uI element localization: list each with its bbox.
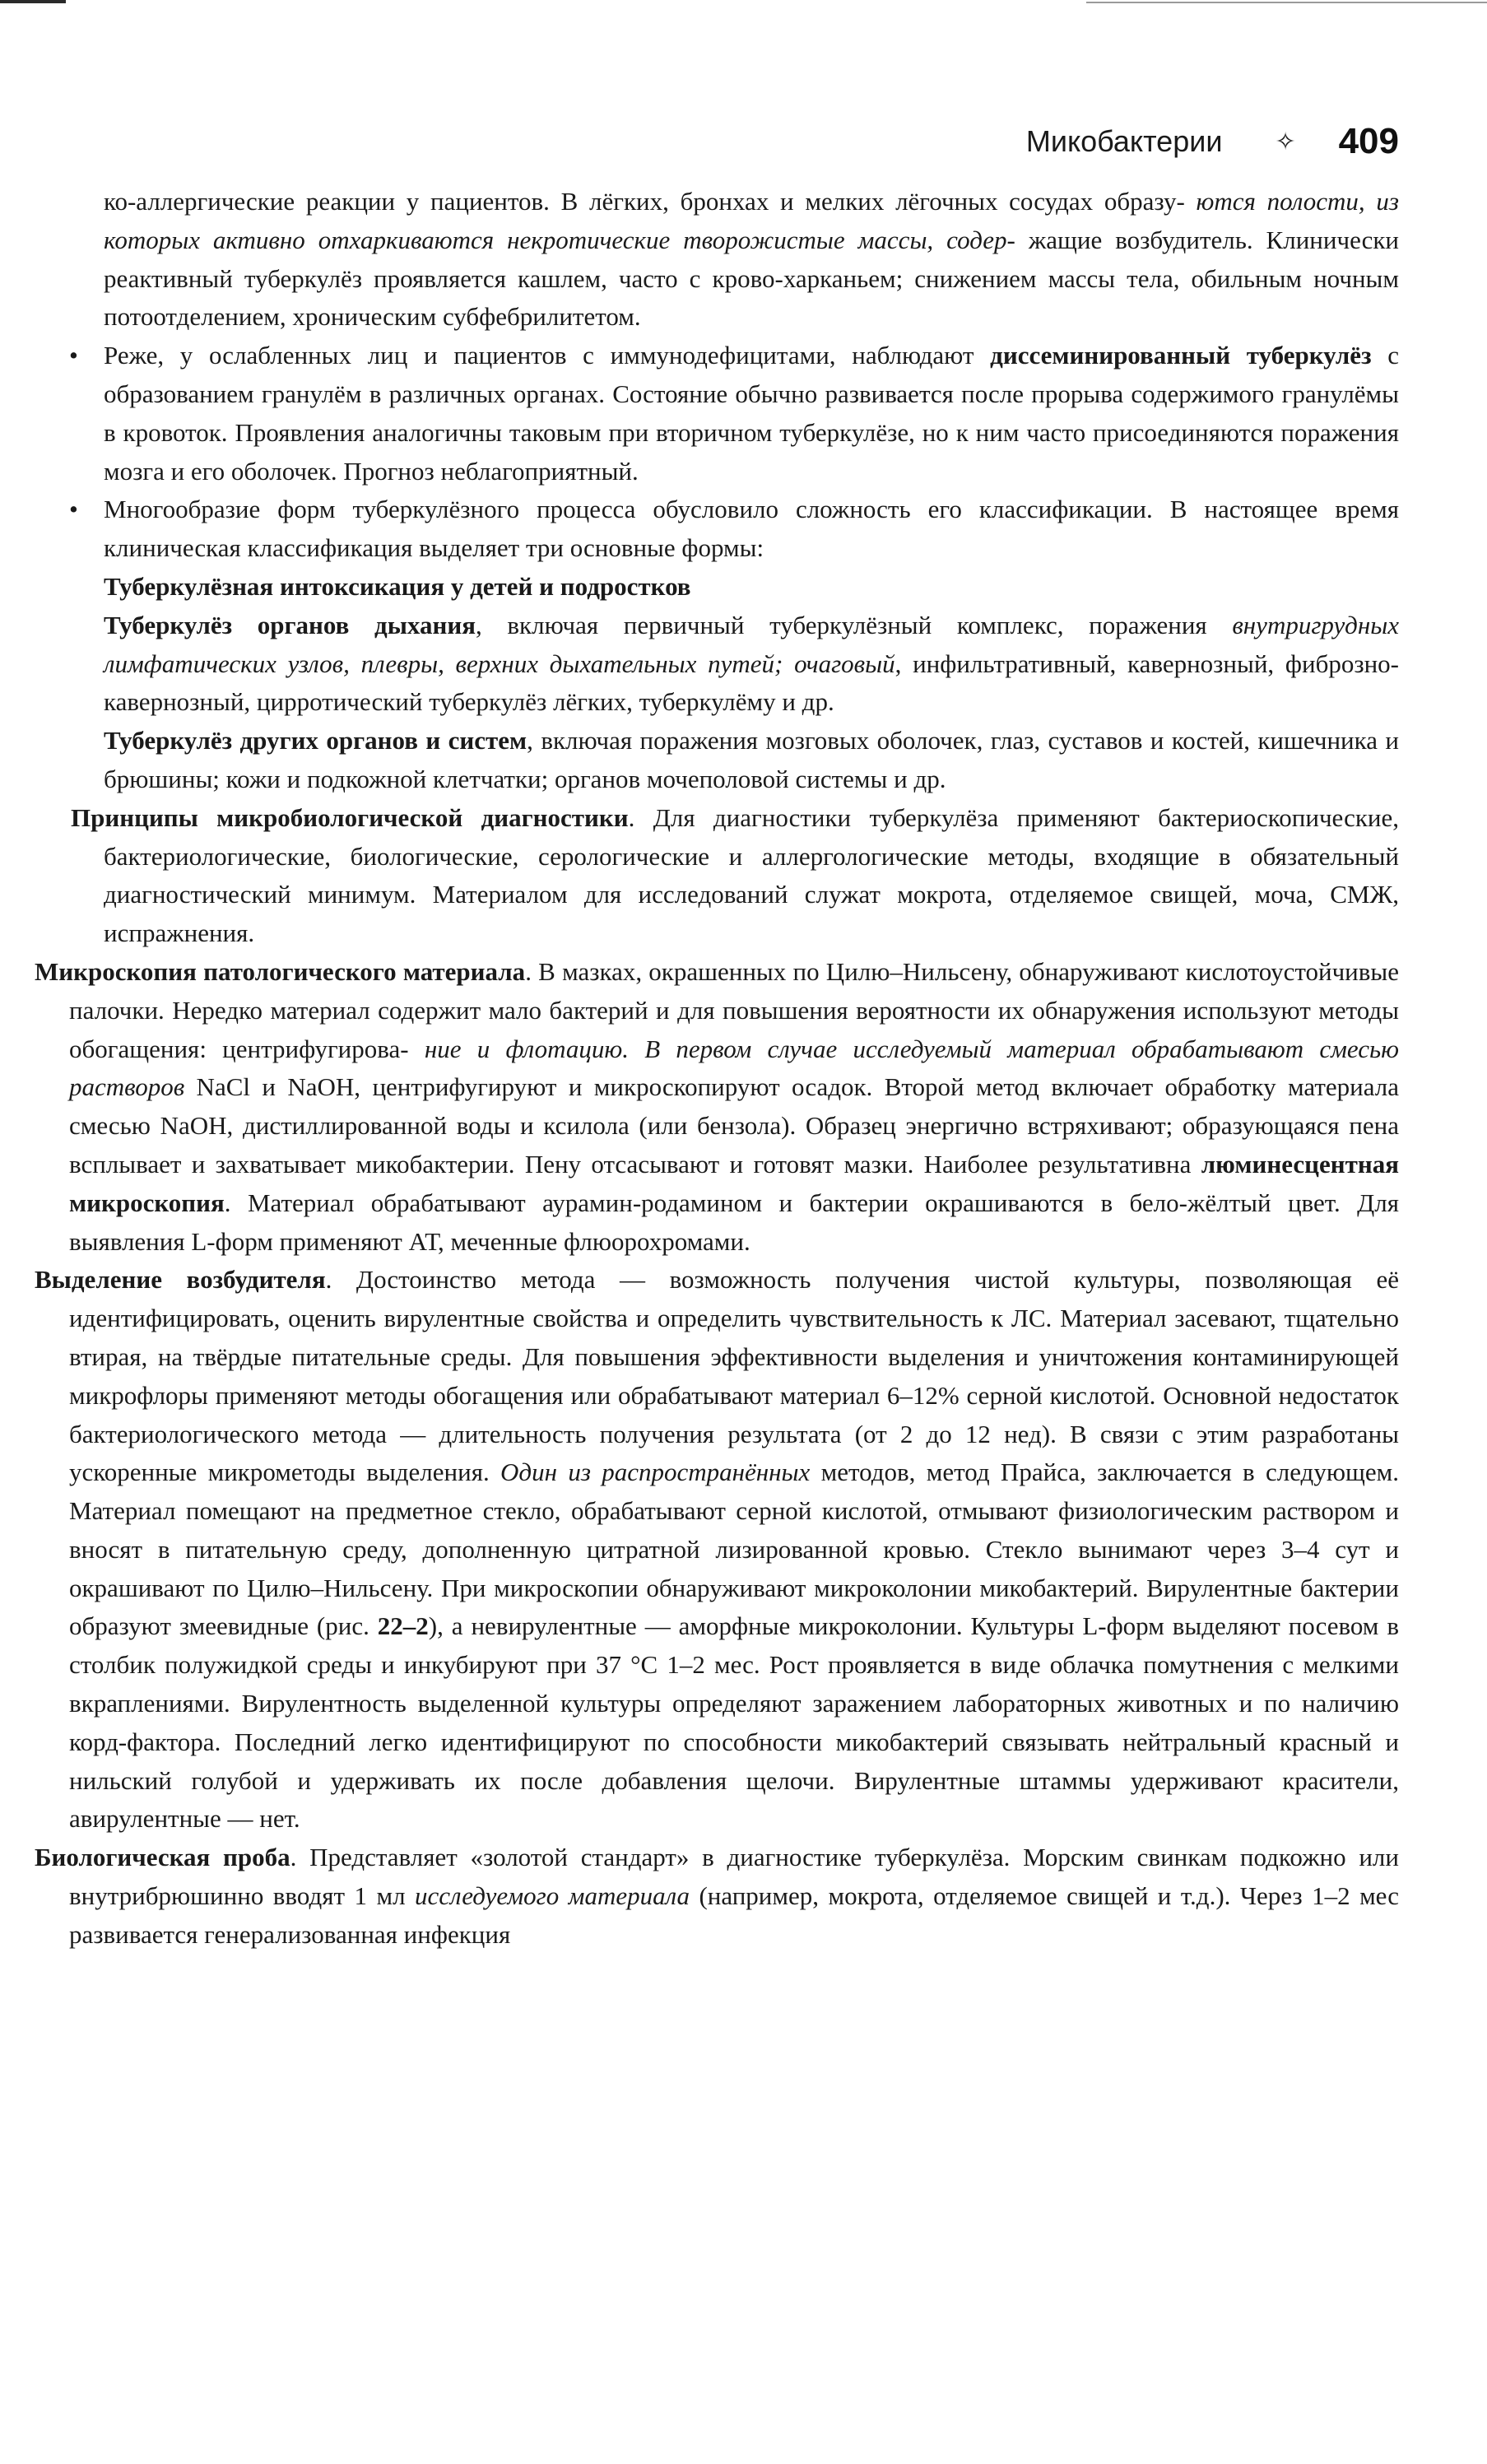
- section-microscopy: Микроскопия патологического материала. В мазках, окрашенных по Цилю–Нильсену, обнаруживают кислотоустойчивые палочки. Нередко материал содержит мало бактерий и для повышения вероятности их обнаружения используют методы обогащения: центрифугирова- ние и флотацию. В первом случае исследуемый материал обрабатывают смесью растворов NaCl и NaOH, центрифугируют и микроскопируют осадок. Второй метод включает обработку материала смесью NaOH, дистиллированной воды и ксилола (или бензола). Образец энергично встряхивают; образующаяся пена всплывает и захватывает микобактерии. Пену отсасывают и готовят мазки. Наиболее результативна люминесцентная микроскопия. Материал обрабатывают аурамин-родамином и бактерии окрашиваются в бело-жёлтый цвет. Для выявления L-форм применяют АТ, меченные флюорохромами.: [35, 956, 1400, 1256]
- form-item-intoxication: Туберкулёзная интоксикация у детей и подростков: [104, 571, 691, 601]
- form-item-respiratory: Туберкулёз органов дыхания, включая первичный туберкулёзный комплекс, поражения внутригрудных лимфатических узлов, плевры, верхних дыхательных путей; очаговый, инфильтративный, кавернозный, фиброзно-кавернозный, цирротический туберкулёз лёгких, туберкулёму и др.: [104, 610, 1400, 717]
- running-title: Микобактерии: [1025, 124, 1223, 158]
- bullet-item-disseminated: • Реже, у ослабленных лиц и пациентов с иммунодефицитами, наблюдают диссеминированный туберкулёз с образованием гранулём в различных органах. Состояние обычно развивается после прорыва содержимого гранулёмы в кровоток. Проявления аналогичны таковым при вторичном туберкулёзе, но к ним часто присоединяются поражения мозга и его оболочек. Прогноз неблагоприятный.: [35, 337, 1399, 490]
- section-diagnostics-principles: Принципы микробиологической диагностики. Для диагностики туберкулёза применяют бактериоскопические, бактериологические, биологические, серологические и аллергологические методы, входящие в обязательный диагностический минимум. Материалом для исследований служат мокрота, отделяемое свищей, моча, СМЖ, испражнения.: [71, 802, 1399, 948]
- diamond-icon: ✧: [1275, 127, 1296, 156]
- paragraph-continuation: ко-аллергические реакции у пациентов. В лёгких, бронхах и мелких лёгочных сосудах образу- ются полости, из которых активно отхаркиваются некротические творожистые массы, содер- жащие возбудитель. Клинически реактивный туберкулёз проявляется кашлем, часто с крово-харканьем; снижением массы тела, обильным ночным потоотделением, хроническим субфебрилитетом.: [104, 187, 1400, 332]
- section-isolation: Выделение возбудителя. Достоинство метода — возможность получения чистой культуры, позволяющая её идентифицировать, оценить вирулентные свойства и определить чувствительность к ЛС. Материал засевают, тщательно втирая, на твёрдые питательные среды. Для повышения эффективности выделения и уничтожения контаминирующей микрофлоры применяют методы обогащения или обрабатывают материал 6–12% серной кислотой. Основной недостаток бактериологического метода — длительность получения результата (от 2 до 12 нед). В связи с этим разработаны ускоренные микрометоды выделения. Один из распространённых методов, метод Прайса, заключается в следующем. Материал помещают на предметное стекло, обрабатывают серной кислотой, отмывают физиологическим раствором и вносят в питательную среду, дополненную цитратной лизированной кровью. Стекло вынимают через 3–4 сут и окрашивают по Цилю–Нильсену. При микроскопии обнаруживают микроколонии микобактерий. Вирулентные бактерии образуют змеевидные (рис. 22–2), а невирулентные — аморфные микроколонии. Культуры L-форм выделяют посевом в столбик полужидкой среды и инкубируют при 37 °С 1–2 мес. Рост проявляется в виде облачка помутнения с мелкими вкраплениями. Вирулентность выделенной культуры определяют заражением лабораторных животных и по наличию корд-фактора. Последний легко идентифицируют по способности микобактерий связывать нейтральный красный и нильский голубой и удерживать их после добавления щелочи. Вирулентные штаммы удерживают красители, авирулентные — нет.: [35, 1265, 1399, 1834]
- scan-edge-line: [1086, 2, 1487, 3]
- bullet-icon: •: [69, 341, 78, 370]
- section-biological-test: Биологическая проба. Представляет «золотой стандарт» в диагностике туберкулёза. Морским свинкам подкожно или внутрибрюшинно вводят 1 мл исследуемого материала (например, мокрота, отделяемое свищей и т.д.). Через 1–2 мес развивается генерализованная инфекция: [35, 1843, 1399, 1949]
- page-number: 409: [1338, 121, 1399, 161]
- page-header: [938, 117, 1399, 166]
- scan-edge-mark: [0, 0, 66, 3]
- form-item-other-organs: Туберкулёз других органов и систем, включая поражения мозговых оболочек, глаз, суставов и костей, кишечника и брюшины; кожи и подкожной клетчатки; органов мочеполовой системы и др.: [104, 726, 1399, 793]
- figure-reference: 22–2: [377, 1611, 429, 1641]
- bullet-icon: •: [69, 495, 78, 524]
- page-body: [35, 183, 1399, 1955]
- bullet-item-classification: • Многообразие форм туберкулёзного процесса обусловило сложность его классификации. В настоящее время клиническая классификация выделяет три основные формы:: [35, 490, 1399, 568]
